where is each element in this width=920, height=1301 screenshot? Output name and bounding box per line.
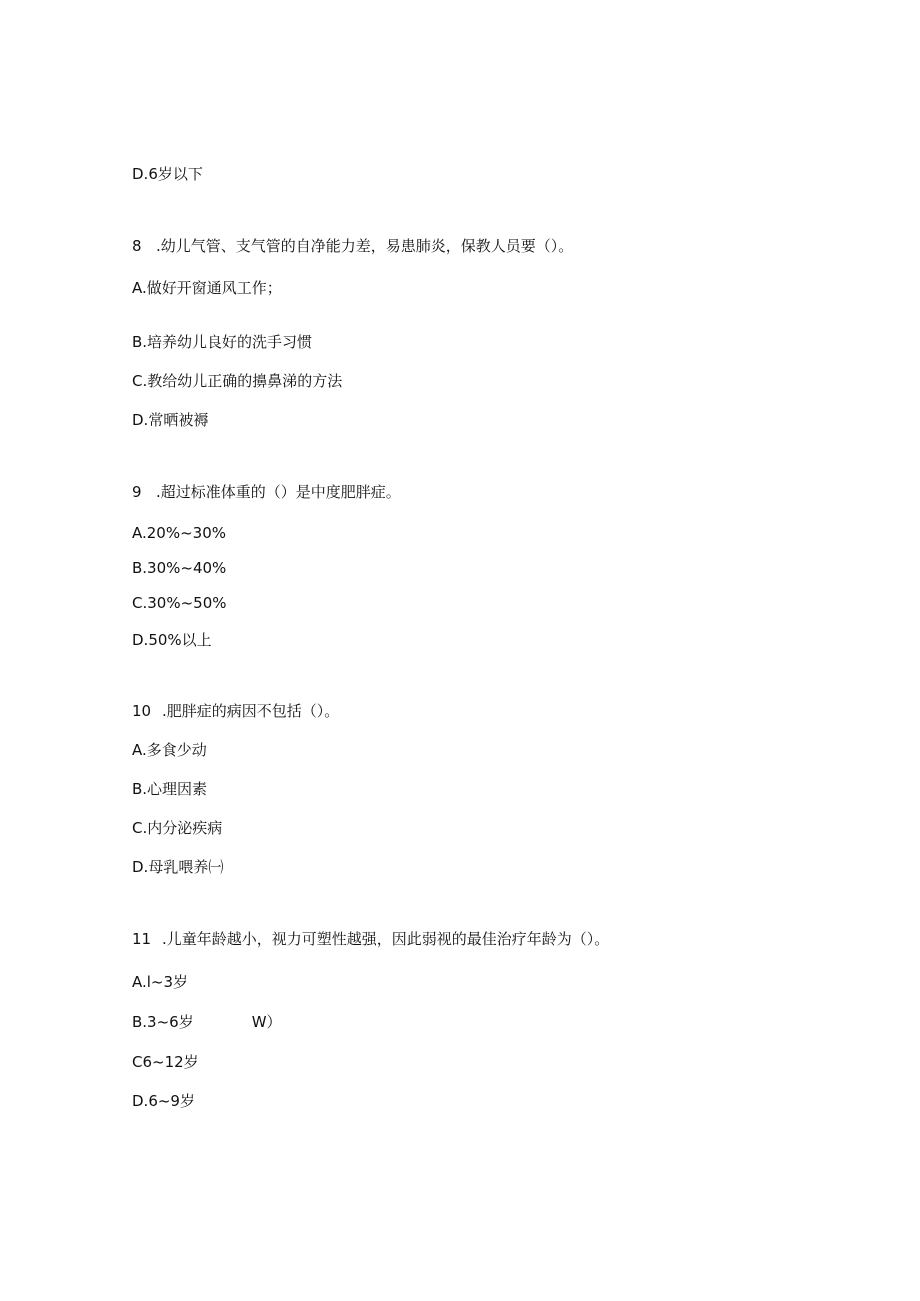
question-8 [132, 236, 573, 256]
q10-option-c: C.内分泌疾病 [132, 819, 223, 837]
stray-mark: W） [251, 1013, 282, 1031]
question-number: 8 [132, 237, 142, 255]
q10-option-b: B.心理因素 [132, 780, 208, 798]
q9-option-d: D.50%以上 [132, 631, 212, 649]
question-9 [132, 482, 401, 502]
q11-option-b-row [132, 1012, 282, 1032]
q9-option-b: B.30%~40% [132, 559, 227, 577]
question-text: .幼儿气管、支气管的自净能力差，易患肺炎，保教人员要（）。 [156, 237, 574, 255]
q8-option-a: A.做好开窗通风工作； [132, 279, 282, 297]
option-d-prev: D.6岁以下 [132, 165, 203, 183]
q11-option-c: C6~12岁 [132, 1053, 199, 1071]
question-number: 10 [132, 702, 152, 720]
question-text: .超过标准体重的（）是中度肥胖症。 [156, 483, 401, 501]
question-11 [132, 929, 609, 949]
q10-option-d: D.母乳喂养㈠ [132, 858, 224, 876]
q8-option-c: C.教给幼儿正确的擤鼻涕的方法 [132, 372, 343, 390]
q11-option-b: B.3~6岁 [132, 1013, 194, 1031]
question-10 [132, 701, 339, 721]
q8-option-d: D.常晒被褥 [132, 411, 209, 429]
q9-option-c: C.30%~50% [132, 594, 227, 612]
question-text: .肥胖症的病因不包括（）。 [162, 702, 340, 720]
q11-option-d: D.6~9岁 [132, 1092, 195, 1110]
q8-option-b: B.培养幼儿良好的洗手习惯 [132, 333, 313, 351]
q9-option-a: A.20%~30% [132, 524, 227, 542]
q10-option-a: A.多食少动 [132, 741, 207, 759]
q11-option-a: A.l~3岁 [132, 973, 189, 991]
question-number: 9 [132, 483, 142, 501]
question-number: 11 [132, 930, 152, 948]
question-text: .儿童年龄越小，视力可塑性越强，因此弱视的最佳治疗年龄为（）。 [162, 930, 610, 948]
